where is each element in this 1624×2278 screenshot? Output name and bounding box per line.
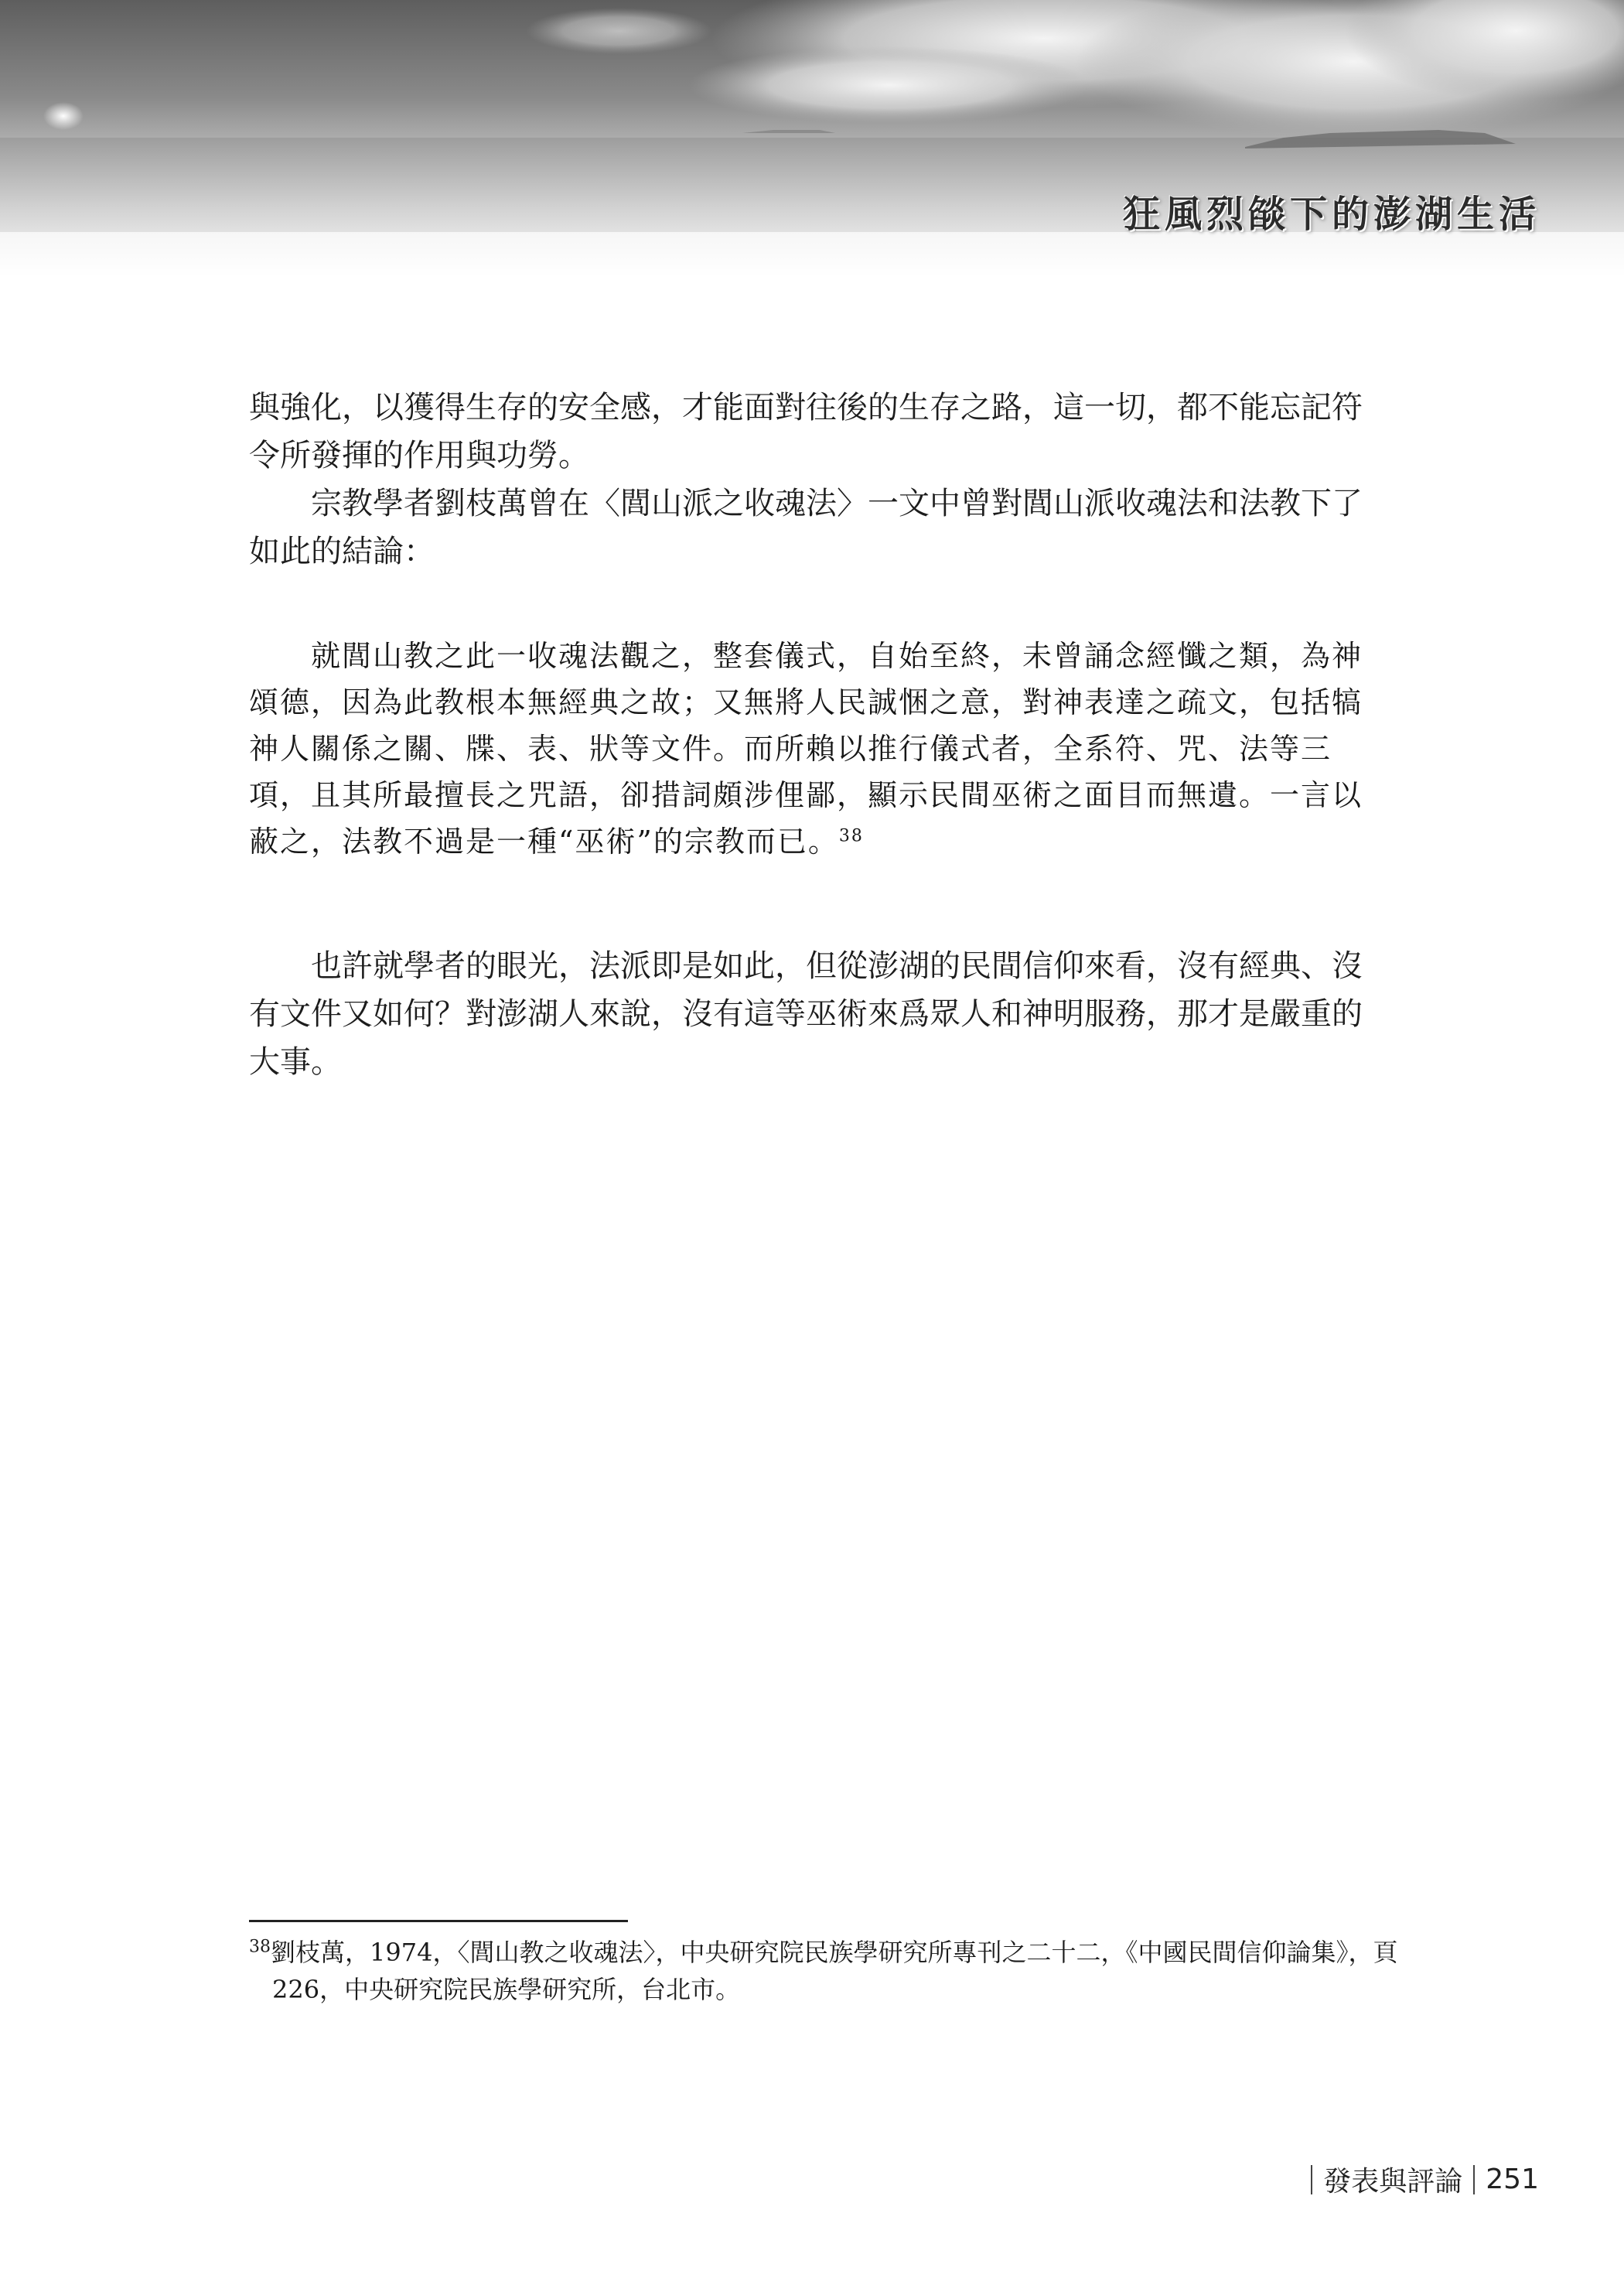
header-banner: [0, 0, 1624, 278]
running-title: 狂風烈燄下的澎湖生活: [1122, 193, 1540, 236]
block-quote: [249, 633, 1378, 865]
footnote-text: 劉枝萬，1974，〈閭山教之收魂法〉，中央研究院民族學研究所專刊之二十二，《中國民間信仰論集》，頁 226，中央研究院民族學研究所，台北市。: [271, 1938, 1398, 2004]
footer-section-name: 發表與評論: [1323, 2166, 1463, 2198]
closing-paragraph: 也許就學者的眼光，法派即是如此，但從澎湖的民間信仰來看，沒有經典、沒有文件又如何？對澎湖人來說，沒有這等巫術來爲眾人和神明服務，那才是嚴重的大事。: [249, 948, 1363, 1080]
paragraph-2: 宗教學者劉枝萬曾在〈閭山派之收魂法〉一文中曾對閭山派收魂法和法教下了如此的結論：: [249, 486, 1363, 569]
footnote-ref: 38: [838, 826, 864, 846]
footnote-number: 38: [249, 1937, 271, 1957]
footnote-divider: [249, 1920, 628, 1922]
footer-separator: [1311, 2165, 1312, 2194]
body-paragraphs: [249, 384, 1378, 575]
page-number: 251: [1486, 2164, 1539, 2195]
page-footer: [1311, 2160, 1539, 2199]
quote-text: 就閭山教之此一收魂法觀之，整套儀式，自始至終，未曾誦念經懺之類，為神頌德，因為此教根本無經典之故；又無將人民誠悃之意，對神表達之疏文，包括犒神人關係之關、牒、表、狀等文件。而所賴以推行儀式者，全系符、咒、法等三項，且其所最擅長之咒語，卻措詞頗涉俚鄙，顯示民間巫術之面目而無遺。一言以蔽之，法教不過是一種“巫術”的宗教而已。: [249, 639, 1363, 859]
footnote: [249, 1934, 1401, 2008]
footer-separator: [1473, 2165, 1475, 2194]
paragraph-1: 與強化，以獲得生存的安全感，才能面對往後的生存之路，這一切，都不能忘記符令所發揮的作用與功勞。: [249, 390, 1363, 473]
